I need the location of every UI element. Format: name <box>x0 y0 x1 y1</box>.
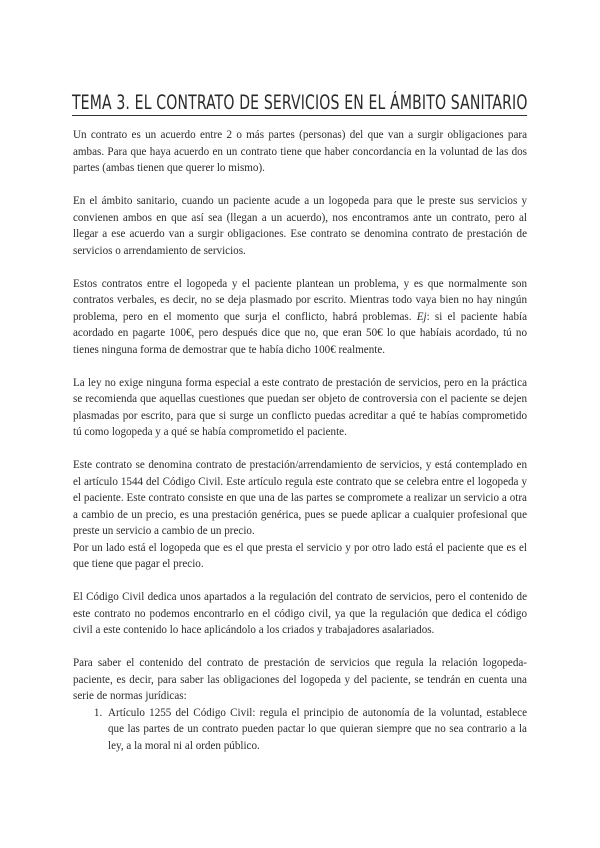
paragraph-article-1544: Este contrato se denomina contrato de prestación/arrendamiento de servicios, y está contemplado en el artículo 1544 del Código Civil. Este artículo regula este contrato que se celebra entre el logopeda y el paciente. Este contrato consiste en que una de las partes se compromete a realizar un servicio a otra a cambio de un precio, es una prestación genérica, pues se puede aplicar a cualquier profesional que preste un servicio a cambio de un precio. <box>73 459 527 537</box>
list-item: 1. Artículo 1255 del Código Civil: regula el principio de autonomía de la voluntad, establece que las partes de un contrato pueden pactar lo que quieran siempre que no sea contrario a la ley, a la moral ni al orden público. <box>105 705 527 755</box>
paragraph-civil-code: El Código Civil dedica unos apartados a la regulación del contrato de servicios, pero el contenido de este contrato no podemos encontrarlo en el código civil, ya que la regulación que dedica el código civil a este contenido lo hace aplicándolo a los criados y trabajadores asalariados. <box>73 591 527 636</box>
paragraph-health-context: En el ámbito sanitario, cuando un paciente acude a un logopeda para que le preste sus servicios y convienen ambos en que así sea (llegan a un acuerdo), nos encontramos ante un contrato, pero al llegar a ese acuerdo van a surgir obligaciones. Ese contrato se denomina contrato de prestación de servicios o arrendamiento de servicios. <box>73 195 527 257</box>
paragraph-contract-definition: Un contrato es un acuerdo entre 2 o más partes (personas) del que van a surgir obligaciones para ambas. Para que haya acuerdo en un contrato tiene que haber concordancia en la voluntad de las dos partes (ambas tienen que querer lo mismo). <box>73 129 527 174</box>
page-title <box>0 91 600 116</box>
paragraph-parties: Por un lado está el logopeda que es el que presta el servicio y por otro lado está el paciente que es el que tiene que pagar el precio. <box>73 541 527 570</box>
legal-norms-list <box>73 705 527 755</box>
paragraph-legal-norms: Para saber el contenido del contrato de prestación de servicios que regula la relación logopeda-paciente, es decir, para saber las obligaciones del logopeda y del paciente, se tendrán en cuenta una serie de normas jurídicas: <box>73 657 527 702</box>
page-title-text: TEMA 3. EL CONTRATO DE SERVICIOS EN EL ÁMBITO SANITARIO <box>72 91 528 115</box>
paragraph-verbal-contracts-text: Estos contratos entre el logopeda y el paciente plantean un problema, y es que normalmente son contratos verbales, es decir, no se deja plasmado por escrito. Mientras todo vaya bien no hay ningún problema, pero en el momento que surja el conflicto, habrá problemas. <box>73 277 527 323</box>
paragraph-written-recommendation: La ley no exige ninguna forma especial a este contrato de prestación de servicios, pero en la práctica se recomienda que aquellas cuestiones que puedan ser objeto de controversia con el paciente se dejen plasmadas por escrito, para que si surge un conflicto puedas acreditar a qué te habías comprometido tú como logopeda y a qué se había comprometido el paciente. <box>73 376 527 438</box>
paragraph-verbal-contracts-example: : si el paciente había acordado en pagarte 100€, pero después dice que no, que eran 50€ lo que habíais acordado, tú no tienes ninguna forma de demostrar que te había dicho 100€ realmente. <box>73 310 527 356</box>
paragraph-verbal-contracts <box>73 276 527 359</box>
example-abbreviation: Ej <box>416 310 427 323</box>
document-body <box>73 127 527 754</box>
